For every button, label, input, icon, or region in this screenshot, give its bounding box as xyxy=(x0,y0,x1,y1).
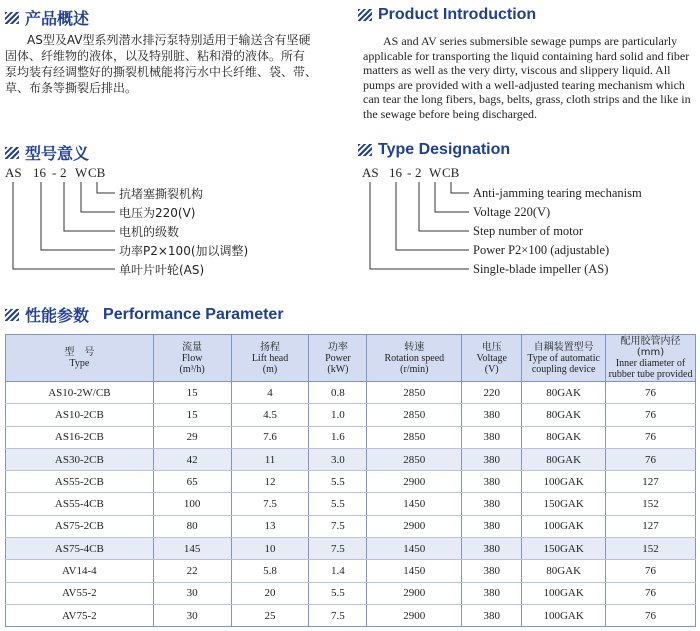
type-cn-header xyxy=(5,141,89,164)
table-cell-speed: 2850 xyxy=(367,426,462,448)
table-cell-flow: 29 xyxy=(153,426,231,448)
column-header-power xyxy=(309,335,367,382)
column-header-cn: 功率 xyxy=(327,341,348,353)
product-en-description xyxy=(363,34,698,121)
table-cell-type: AS30-2CB xyxy=(6,448,154,470)
product-cn-title: 产品概述 xyxy=(25,11,90,28)
table-cell-tube: 76 xyxy=(606,382,696,404)
column-header-en: Voltage xyxy=(476,352,507,364)
product-cn-description xyxy=(5,32,345,96)
table-row xyxy=(6,604,696,626)
table-cell-speed: 2850 xyxy=(367,404,462,426)
table-cell-power: 5.5 xyxy=(309,471,367,493)
table-cell-speed: 1450 xyxy=(367,560,462,582)
table-cell-power: 0.8 xyxy=(309,382,367,404)
table-cell-tube: 76 xyxy=(606,582,696,604)
performance-table xyxy=(5,334,696,627)
table-cell-power: 1.6 xyxy=(309,426,367,448)
type-en-title: Type Designation xyxy=(378,141,511,158)
column-header-lift xyxy=(231,335,309,382)
stripe-icon xyxy=(5,309,19,321)
table-cell-power: 5.5 xyxy=(309,582,367,604)
table-cell-voltage: 380 xyxy=(462,604,522,626)
table-cell-coupling: 80GAK xyxy=(522,560,606,582)
table-row xyxy=(6,582,696,604)
type-en-header xyxy=(358,141,510,159)
type-en-label-power: Power P2×100 (adjustable) xyxy=(473,243,610,257)
column-header-type xyxy=(6,335,154,382)
performance-title-cn: 性能参数 xyxy=(25,308,90,325)
table-cell-tube: 152 xyxy=(606,493,696,515)
table-row xyxy=(6,404,696,426)
table-cell-power: 1.0 xyxy=(309,404,367,426)
column-header-voltage xyxy=(462,335,522,382)
column-header-en: Rotation speed xyxy=(384,352,445,364)
table-cell-type: AS10-2CB xyxy=(6,404,154,426)
table-cell-flow: 15 xyxy=(153,382,231,404)
code-part-tearing: CB xyxy=(88,165,106,180)
table-cell-type: AV14-4 xyxy=(6,560,154,582)
stripe-icon xyxy=(5,12,19,24)
table-cell-voltage: 220 xyxy=(462,382,522,404)
code-part-voltage: W xyxy=(75,165,88,180)
table-cell-coupling: 100GAK xyxy=(522,582,606,604)
stripe-icon xyxy=(358,9,372,21)
code-part-power: 16 xyxy=(33,165,46,180)
column-header-cn: 扬程 xyxy=(260,341,281,353)
column-header-en: Lift head xyxy=(251,352,289,364)
table-cell-coupling: 80GAK xyxy=(522,448,606,470)
product-cn-line: 泵均装有经调整好的撕裂机械能将污水中长纤维、袋、带、 xyxy=(5,65,318,79)
column-header-cn: 型 号 xyxy=(64,347,95,358)
table-cell-voltage: 380 xyxy=(462,493,522,515)
column-header-unit: (m³/h) xyxy=(179,363,205,375)
code-part-poles: 2 xyxy=(415,165,422,180)
table-cell-coupling: 80GAK xyxy=(522,382,606,404)
table-cell-coupling: 150GAK xyxy=(522,538,606,560)
table-cell-tube: 152 xyxy=(606,538,696,560)
table-cell-speed: 2850 xyxy=(367,448,462,470)
table-cell-speed: 2900 xyxy=(367,604,462,626)
code-part-poles: 2 xyxy=(60,165,67,180)
table-cell-lift: 13 xyxy=(231,515,309,537)
table-cell-type: AV75-2 xyxy=(6,604,154,626)
column-header-en: Inner diameter of xyxy=(615,358,686,369)
table-cell-tube: 76 xyxy=(606,560,696,582)
table-row xyxy=(6,426,696,448)
column-header-cn: 自耦装置型号 xyxy=(533,341,594,353)
code-part-series: AS xyxy=(5,165,22,180)
table-cell-flow: 80 xyxy=(153,515,231,537)
product-en-line: pumps are provided with a well-adjusted tearing mechanism which xyxy=(363,77,685,92)
code-part-tearing: CB xyxy=(442,165,460,180)
table-cell-voltage: 380 xyxy=(462,426,522,448)
product-en-line: can tear the long fibers, bags, belts, grass, cloth strips and the like in xyxy=(363,92,691,106)
table-cell-power: 7.5 xyxy=(309,538,367,560)
column-header-unit: (V) xyxy=(484,363,499,375)
table-cell-tube: 127 xyxy=(606,471,696,493)
product-cn-header xyxy=(5,6,89,29)
table-cell-type: AS75-4CB xyxy=(6,538,154,560)
table-cell-lift: 7.5 xyxy=(231,493,309,515)
table-cell-voltage: 380 xyxy=(462,471,522,493)
table-cell-speed: 2850 xyxy=(367,382,462,404)
column-header-flow xyxy=(153,335,231,382)
table-cell-flow: 65 xyxy=(153,471,231,493)
table-cell-voltage: 380 xyxy=(462,448,522,470)
table-cell-lift: 20 xyxy=(231,582,309,604)
code-part-power: 16 xyxy=(389,165,402,180)
column-header-unit: (m) xyxy=(262,363,278,375)
type-cn-title: 型号意义 xyxy=(25,146,90,163)
table-cell-tube: 76 xyxy=(606,448,696,470)
type-cn-label-impeller: 单叶片叶轮(AS) xyxy=(119,263,205,277)
table-cell-lift: 25 xyxy=(231,604,309,626)
table-row xyxy=(6,471,696,493)
table-cell-lift: 4 xyxy=(231,382,309,404)
stripe-icon xyxy=(5,147,19,159)
table-cell-voltage: 380 xyxy=(462,560,522,582)
table-cell-lift: 12 xyxy=(231,471,309,493)
table-row xyxy=(6,538,696,560)
table-row xyxy=(6,448,696,470)
table-cell-type: AS16-2CB xyxy=(6,426,154,448)
table-cell-lift: 5.8 xyxy=(231,560,309,582)
stripe-icon xyxy=(358,144,372,156)
table-cell-voltage: 380 xyxy=(462,582,522,604)
table-cell-power: 7.5 xyxy=(309,515,367,537)
table-cell-tube: 76 xyxy=(606,604,696,626)
code-part-voltage: W xyxy=(429,165,442,180)
column-header-cn: 转速 xyxy=(404,341,425,353)
column-header-unit: rubber tube provided xyxy=(608,369,693,380)
product-en-line: matters as well as the very dirty, viscous and slippery liquid. All xyxy=(363,63,671,77)
table-cell-flow: 30 xyxy=(153,604,231,626)
table-cell-flow: 22 xyxy=(153,560,231,582)
table-cell-tube: 76 xyxy=(606,426,696,448)
table-cell-voltage: 380 xyxy=(462,404,522,426)
table-row xyxy=(6,493,696,515)
column-header-en: Type xyxy=(69,358,90,369)
type-cn-label-power: 功率P2×100(加以调整) xyxy=(119,244,249,258)
product-en-header xyxy=(358,6,536,24)
table-cell-coupling: 100GAK xyxy=(522,604,606,626)
table-cell-lift: 4.5 xyxy=(231,404,309,426)
type-en-diagram xyxy=(362,165,692,285)
table-cell-flow: 42 xyxy=(153,448,231,470)
table-cell-coupling: 80GAK xyxy=(522,404,606,426)
table-row xyxy=(6,382,696,404)
table-cell-coupling: 150GAK xyxy=(522,493,606,515)
table-cell-speed: 1450 xyxy=(367,538,462,560)
table-cell-power: 3.0 xyxy=(309,448,367,470)
product-en-title: Product Introduction xyxy=(378,6,537,23)
table-cell-coupling: 100GAK xyxy=(522,515,606,537)
column-header-en: Power xyxy=(325,352,351,364)
product-cn-line: 草、布条等撕裂后排出。 xyxy=(5,81,138,95)
type-en-label-tearing: Anti-jamming tearing mechanism xyxy=(473,186,642,200)
table-cell-type: AS10-2W/CB xyxy=(6,382,154,404)
table-cell-lift: 10 xyxy=(231,538,309,560)
type-en-label-poles: Step number of motor xyxy=(473,224,584,238)
table-cell-lift: 11 xyxy=(231,448,309,470)
type-cn-diagram xyxy=(5,165,305,285)
type-cn-label-voltage: 电压为220(V) xyxy=(119,206,196,220)
table-cell-speed: 2900 xyxy=(367,515,462,537)
table-cell-speed: 2900 xyxy=(367,582,462,604)
table-cell-flow: 100 xyxy=(153,493,231,515)
column-header-speed xyxy=(367,335,462,382)
column-header-coupling xyxy=(522,335,606,382)
table-cell-type: AS55-4CB xyxy=(6,493,154,515)
table-header-row xyxy=(6,335,696,382)
product-en-line: AS and AV series submersible sewage pumps are particularly xyxy=(383,34,678,48)
table-cell-coupling: 80GAK xyxy=(522,426,606,448)
column-header-tube xyxy=(606,335,696,382)
table-cell-type: AS55-2CB xyxy=(6,471,154,493)
column-header-unit: coupling device xyxy=(531,363,596,375)
type-cn-label-tearing: 抗堵塞撕裂机构 xyxy=(119,187,204,201)
column-header-cn: 配用胶管内径(mm) xyxy=(620,336,681,358)
table-cell-voltage: 380 xyxy=(462,515,522,537)
table-cell-flow: 145 xyxy=(153,538,231,560)
column-header-cn: 流量 xyxy=(182,341,203,353)
table-cell-speed: 1450 xyxy=(367,493,462,515)
column-header-en: Type of automatic xyxy=(527,352,600,364)
table-cell-type: AV55-2 xyxy=(6,582,154,604)
type-cn-label-poles: 电机的级数 xyxy=(119,225,180,239)
table-cell-tube: 76 xyxy=(606,404,696,426)
product-en-line: the sewage before being discharged. xyxy=(363,106,538,121)
table-row xyxy=(6,560,696,582)
code-part-dash: - xyxy=(407,165,412,180)
code-part-series: AS xyxy=(362,165,379,180)
performance-table-body xyxy=(6,382,696,627)
code-part-dash: - xyxy=(52,165,57,180)
table-cell-power: 1.4 xyxy=(309,560,367,582)
type-en-label-voltage: Voltage 220(V) xyxy=(473,205,551,219)
product-cn-line: 固体、纤维物的液体，以及特别脏、粘和滑的液体。所有 xyxy=(5,49,306,63)
type-en-label-impeller: Single-blade impeller (AS) xyxy=(473,262,609,276)
column-header-unit: (kW) xyxy=(327,363,349,375)
table-cell-type: AS75-2CB xyxy=(6,515,154,537)
table-row xyxy=(6,515,696,537)
table-cell-coupling: 100GAK xyxy=(522,471,606,493)
table-cell-power: 5.5 xyxy=(309,493,367,515)
table-cell-speed: 2900 xyxy=(367,471,462,493)
performance-header xyxy=(5,303,284,326)
table-cell-flow: 15 xyxy=(153,404,231,426)
table-cell-voltage: 380 xyxy=(462,538,522,560)
column-header-cn: 电压 xyxy=(481,341,502,353)
table-cell-power: 7.5 xyxy=(309,604,367,626)
table-cell-flow: 30 xyxy=(153,582,231,604)
table-cell-tube: 127 xyxy=(606,515,696,537)
column-header-en: Flow xyxy=(181,352,203,364)
product-en-line: applicable for transporting the liquid containing hard solid and fiber xyxy=(363,48,690,63)
column-header-unit: (r/min) xyxy=(400,363,429,375)
table-cell-lift: 7.6 xyxy=(231,426,309,448)
performance-title-en: Performance Parameter xyxy=(103,305,284,323)
product-cn-line: AS型及AV型系列潜水排污泵特别适用于输送含有坚硬 xyxy=(27,33,311,47)
